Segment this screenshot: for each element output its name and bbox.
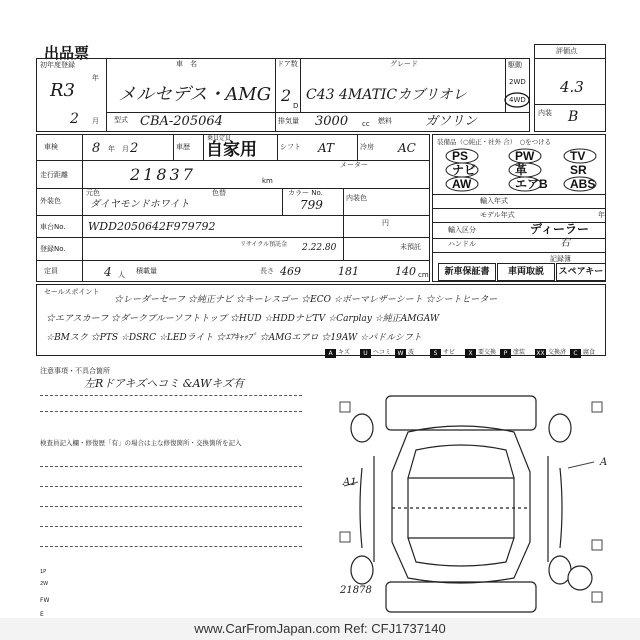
sales-line-2: ☆エアスカーフ ☆ダークブルーソフトトップ ☆HUD ☆HDDナビTV ☆Carplay ☆純正AMGAW [46, 314, 440, 324]
first-reg-value: R3 [50, 80, 76, 101]
doors-value: 2 [281, 86, 292, 105]
equipment-item: ABS [570, 177, 596, 191]
sales-line-3: ☆BMスク ☆PTS ☆DSRC ☆LEDライト ☆ｴｱｷｬｯﾌﾟ ☆AMGエアロ ☆19AW ☆パドルシフト [46, 333, 422, 343]
color-change-label: 色替 [212, 189, 226, 197]
watermark-footer: www.CarFromJapan.com Ref: CFJ1737140 [0, 618, 640, 640]
legend-meaning: ヘコミ [373, 349, 392, 356]
diagram-number: 21878 [340, 585, 372, 596]
diagram-note-left: A1 [343, 477, 357, 488]
notes-label: 注意事項・不具合箇所 [40, 367, 110, 375]
grade-label: グレード [390, 60, 418, 68]
model-year-suffix: 年 [598, 211, 605, 219]
repair-note: 左Rドアキズヘコミ &AWキズ有 [84, 377, 245, 390]
equipment-item: ナビ [452, 163, 477, 177]
fuel-value: ガソリン [425, 114, 478, 129]
orig-color-label: 元色 [86, 189, 100, 197]
interior-color-label: 内装色 [346, 194, 367, 202]
drive-selected-circle [503, 91, 531, 109]
year-unit: 年 [92, 74, 99, 82]
color-code-value: 799 [300, 198, 323, 212]
equipment-circle-mark [508, 176, 542, 192]
grade-value: C43 4MATICカブリオレ [306, 87, 467, 103]
cc-label: cc [362, 120, 370, 128]
usage-label: 車歴 [176, 143, 190, 151]
interior-score: B [568, 109, 579, 125]
equipment-item: SR [570, 163, 587, 177]
legend-meaning: 要交換 [478, 349, 497, 356]
equipment-item: AW [452, 177, 472, 191]
equipment-circle-mark [563, 148, 597, 164]
import-year-label: 輸入年式 [480, 197, 508, 205]
score-value: 4.3 [560, 78, 584, 96]
drive-2wd: 2WD [509, 78, 526, 86]
color-code-label: カラー No. [288, 189, 323, 197]
score-head: 評価点 [556, 47, 577, 55]
legend-code: S [430, 349, 441, 358]
inspection-units: 年 月 [108, 145, 129, 153]
reg-month-value: 2 [70, 111, 79, 127]
exterior-color-label: 外装色 [40, 197, 61, 205]
dim-length: 469 [280, 265, 301, 278]
side-mark-fw: FW [40, 597, 50, 604]
meter-label: メーター [340, 161, 368, 169]
capacity-label: 定員 [44, 267, 58, 275]
expiry-label: リサイクル預託金 [240, 241, 288, 248]
month-unit: 月 [92, 117, 99, 125]
legend-meaning: サビ [443, 349, 456, 356]
capacity-unit: 人 [118, 271, 125, 279]
exterior-color-value: ダイヤモンドホワイト [90, 199, 190, 210]
recycle-status-label: 未預託 [400, 243, 421, 251]
chassis-no-value: WDD2050642F979792 [88, 220, 216, 233]
inspection-year: 8 [92, 141, 101, 156]
first-reg-label: 初年度登録 [40, 61, 75, 69]
expiry-end-label: 円 [382, 219, 389, 227]
inspection-month: 2 [130, 141, 139, 156]
cm-label: cm [418, 271, 429, 279]
km-label: km [262, 177, 273, 185]
car-name-value: メルセデス・AMG [118, 84, 272, 105]
equipment-circle-mark [445, 176, 479, 192]
import-type-value: ディーラー [530, 222, 590, 236]
mileage-label: 走行距離 [40, 171, 68, 179]
dim-width: 181 [338, 265, 359, 278]
legend-meaning: 交換済 [548, 349, 567, 356]
door-suffix: D [293, 102, 299, 110]
capacity-value: 4 [104, 265, 112, 279]
legend-meaning: 腐食 [583, 349, 596, 356]
diagram-note-right: A [600, 457, 608, 468]
ac-value: AC [398, 141, 416, 155]
shift-label: シフト [280, 143, 301, 151]
displacement-value: 3000 [315, 114, 349, 129]
side-mark-1: 1P [40, 569, 47, 575]
legend-code: A [325, 349, 336, 358]
legend-meaning: 塗装 [513, 349, 526, 356]
displacement-label: 排気量 [278, 117, 299, 125]
legend-code: C [570, 349, 581, 358]
inspection-book-label: 記録簿 [550, 255, 571, 263]
legend-code: X [465, 349, 476, 358]
document-stamp: 車両取説 [497, 263, 555, 281]
mileage-value: 21837 [130, 165, 196, 184]
model-label: 型式 [114, 116, 128, 124]
dim-height: 140 [395, 265, 416, 278]
usage-head: 乗員定員 [207, 135, 232, 142]
legend-code: XX [536, 350, 545, 357]
chassis-no-label: 車台No. [40, 223, 66, 231]
legend-code: W [395, 349, 406, 358]
drive-4wd: 4WD [509, 96, 526, 104]
usage-value: 自家用 [206, 140, 257, 159]
equip-head: 装備品（○純正・社外 合） ○をつける [437, 138, 552, 146]
legend-meaning: 波 [408, 349, 415, 356]
drive-label: 駆動 [508, 61, 522, 69]
sales-points-label: セールスポイント [44, 288, 100, 296]
sheet-title: 出品票 [44, 45, 90, 62]
handle-label: ハンドル [448, 240, 476, 248]
document-stamp: 新車保証書 [438, 263, 496, 281]
equipment-item: PS [452, 149, 469, 163]
shift-value: AT [318, 141, 335, 155]
registration-label: 登録No. [40, 245, 66, 253]
legend-meaning: キズ [338, 349, 350, 356]
model-year-label: モデル年式 [480, 211, 515, 219]
dimensions-label: 長さ [260, 267, 274, 275]
legend-code: P [500, 349, 511, 358]
car-name-label: 車 名 [176, 60, 197, 68]
side-mark-2: 2W [40, 581, 49, 587]
fuel-label: 燃料 [378, 117, 392, 125]
inspection-label: 車検 [44, 143, 58, 151]
sales-line-1: ☆レーダーセーフ ☆純正ナビ ☆キーレスゴー ☆ECO ☆ボーマレザーシート ☆シートヒーター [114, 295, 498, 305]
expiry-value: 2.22.80 [302, 243, 337, 253]
equipment-item: PW [515, 149, 535, 163]
load-label: 積載量 [136, 267, 157, 275]
equipment-item: TV [570, 149, 586, 163]
side-mark-e: E [40, 611, 44, 618]
model-value: CBA-205064 [140, 114, 223, 129]
interior-head: 内装 [538, 109, 552, 117]
inspector-note-label: 検査員記入欄・修復歴「有」の場合は主な修復箇所・交換箇所を記入 [40, 439, 242, 447]
ac-label: 冷房 [360, 143, 374, 151]
handle-value: 右 [560, 238, 570, 249]
legend-code: U [360, 349, 371, 358]
doors-label: ドア数 [277, 60, 298, 68]
document-stamp: スペアキー [556, 263, 606, 281]
equipment-item: エアB [515, 177, 548, 191]
import-type-label: 輸入区分 [448, 226, 476, 234]
equipment-circle-mark [563, 176, 597, 192]
equipment-item: 革 [515, 163, 528, 177]
